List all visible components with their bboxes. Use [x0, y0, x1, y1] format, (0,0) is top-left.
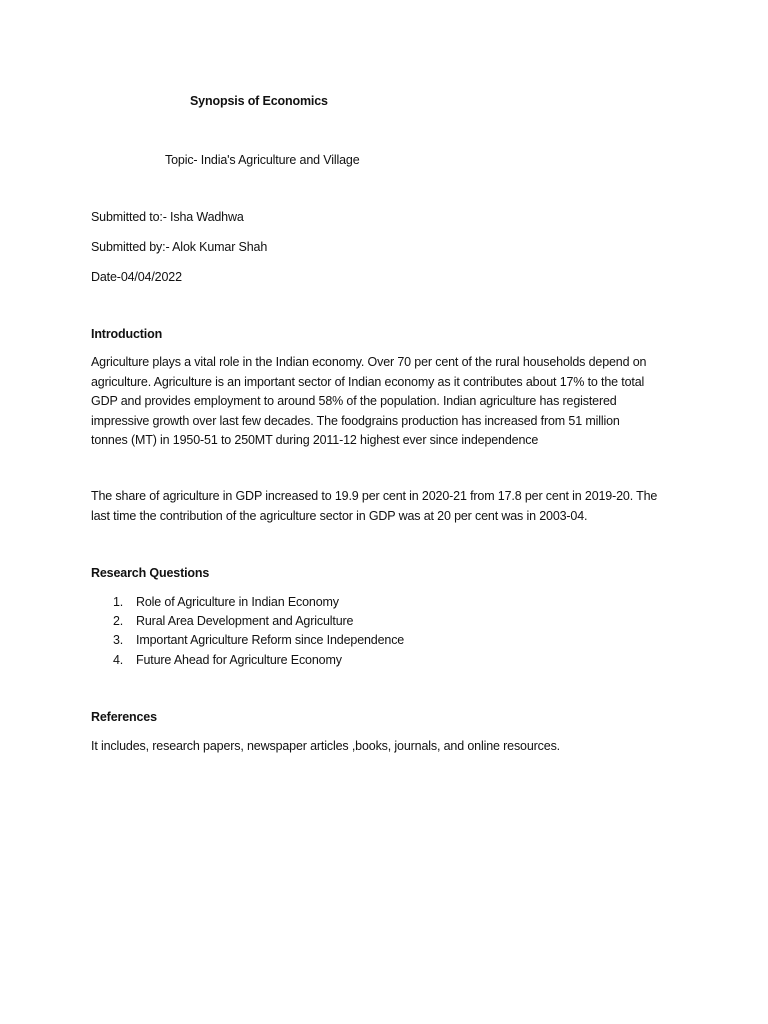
list-item-number: 3.	[113, 633, 124, 648]
introduction-heading: Introduction	[91, 327, 163, 341]
research-questions-list	[113, 593, 404, 670]
introduction-paragraph-1	[91, 353, 691, 451]
document-title: Synopsis of Economics	[190, 94, 328, 108]
list-item	[113, 593, 404, 612]
list-item-number: 4.	[113, 652, 124, 667]
references-text: It includes, research papers, newspaper articles ,books, journals, and online resources.	[91, 739, 561, 753]
list-item-text: Future Ahead for Agriculture Economy	[136, 652, 342, 667]
list-item	[113, 612, 404, 631]
paragraph-line: The share of agriculture in GDP increased to 19.9 per cent in 2020-21 from 17.8 per cent in 2019-20. The	[91, 489, 658, 503]
references-heading: References	[91, 710, 157, 724]
submitted-by-line: Submitted by:- Alok Kumar Shah	[91, 240, 268, 254]
topic-line: Topic- India's Agriculture and Village	[165, 153, 360, 167]
list-item-number: 2.	[113, 614, 124, 629]
paragraph-line: Agriculture plays a vital role in the Indian economy. Over 70 per cent of the rural households depend on	[91, 355, 647, 369]
list-item-text: Rural Area Development and Agriculture	[136, 614, 354, 629]
list-item	[113, 631, 404, 650]
list-item-text: Role of Agriculture in Indian Economy	[136, 595, 339, 609]
introduction-paragraph-2	[91, 487, 691, 526]
paragraph-line: impressive growth over last few decades. The foodgrains production has increased from 51 million	[91, 413, 620, 428]
list-item-number: 1.	[113, 595, 124, 609]
paragraph-line: last time the contribution of the agriculture sector in GDP was at 20 per cent was in 2003-04.	[91, 508, 588, 523]
research-questions-heading: Research Questions	[91, 566, 210, 580]
list-item	[113, 651, 404, 670]
paragraph-line: tonnes (MT) in 1950-51 to 250MT during 2011-12 highest ever since independence	[91, 433, 539, 447]
list-item-text: Important Agriculture Reform since Independence	[136, 633, 405, 648]
paragraph-line: agriculture. Agriculture is an important sector of Indian economy as it contributes about 17% to the total	[91, 374, 645, 389]
date-line: Date-04/04/2022	[91, 270, 182, 284]
paragraph-line: GDP and provides employment to around 58% of the population. Indian agriculture has registered	[91, 394, 617, 408]
submitted-to-line: Submitted to:- Isha Wadhwa	[91, 210, 244, 224]
